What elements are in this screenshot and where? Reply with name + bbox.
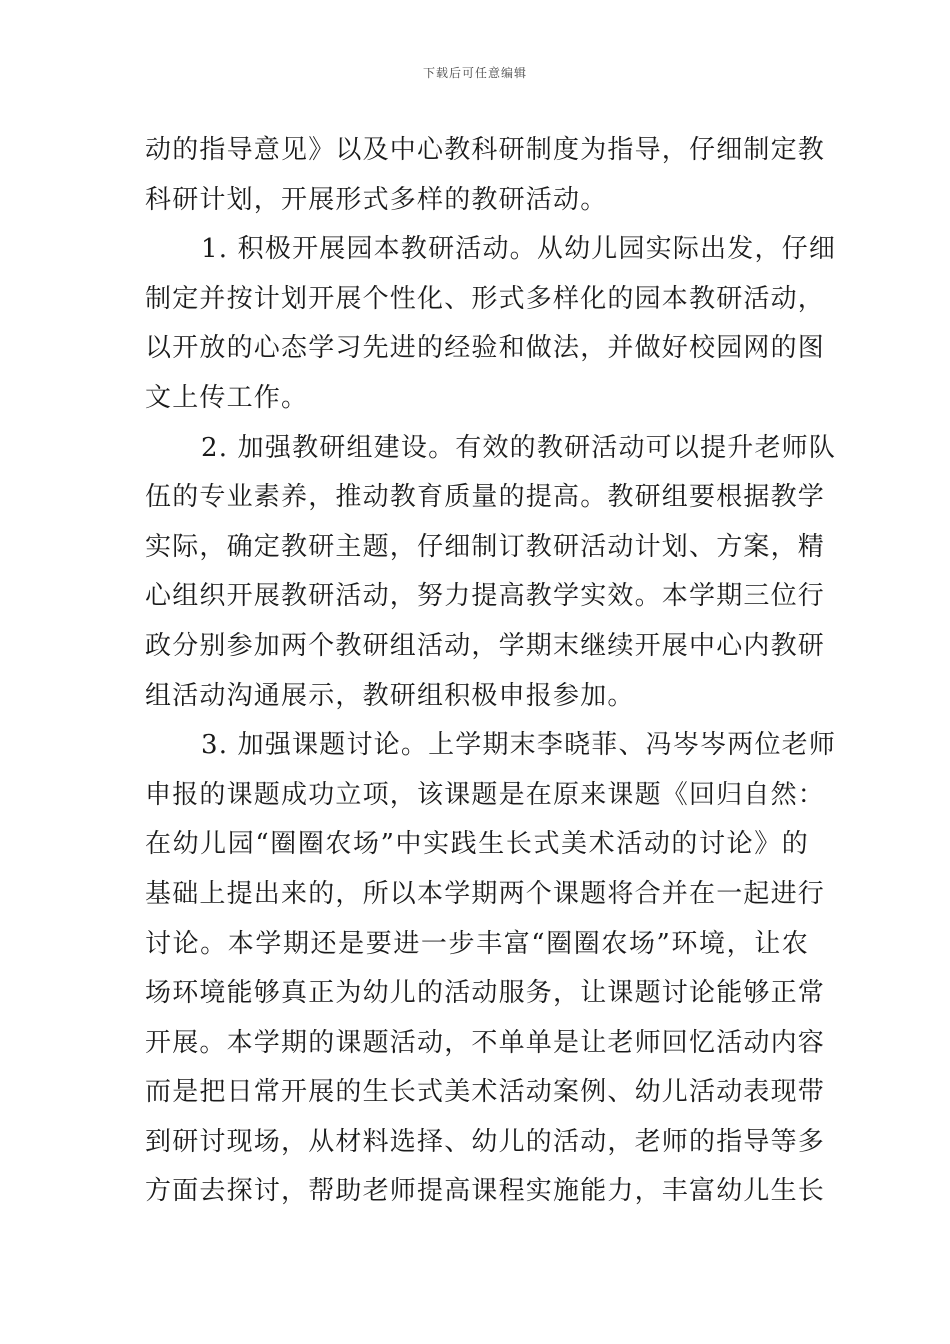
text-line: 3. 加强课题讨论。上学期末李晓菲、冯岑岑两位老师 — [201, 730, 837, 761]
text-line: 组活动沟通展示，教研组积极申报参加。 — [145, 680, 635, 711]
text-line: 1. 积极开展园本教研活动。从幼儿园实际出发，仔细 — [201, 234, 837, 265]
text-line: 而是把日常开展的生长式美术活动案例、幼儿活动表现带 — [145, 1077, 826, 1108]
text-line: 政分别参加两个教研组活动，学期末继续开展中心内教研 — [145, 630, 826, 661]
text-line: 文上传工作。 — [145, 382, 309, 413]
text-line: 科研计划，开展形式多样的教研活动。 — [145, 184, 608, 215]
text-line: 实际，确定教研主题，仔细制订教研活动计划、方案，精 — [145, 531, 826, 562]
text-line: 伍的专业素养，推动教育质量的提高。教研组要根据教学 — [145, 482, 826, 513]
text-line: 以开放的心态学习先进的经验和做法，并做好校园网的图 — [145, 333, 826, 364]
text-line: 动的指导意见》以及中心教科研制度为指导，仔细制定教 — [145, 135, 826, 165]
text-line: 开展。本学期的课题活动，不单单是让老师回忆活动内容 — [145, 1027, 826, 1058]
text-line: 2. 加强教研组建设。有效的教研活动可以提升老师队 — [201, 432, 837, 463]
text-line: 心组织开展教研活动，努力提高教学实效。本学期三位行 — [145, 581, 826, 612]
text-line: 方面去探讨，帮助老师提高课程实施能力，丰富幼儿生长 — [145, 1176, 826, 1207]
text-line: 申报的课题成功立项，该课题是在原来课题《回归自然： — [145, 779, 826, 810]
text-line: 在幼儿园“圈圈农场”中实践生长式美术活动的讨论》的 — [145, 829, 809, 860]
text-line: 制定并按计划开展个性化、形式多样化的园本教研活动， — [145, 283, 826, 314]
text-line: 到研讨现场，从材料选择、幼儿的活动，老师的指导等多 — [145, 1126, 826, 1157]
text-line: 讨论。本学期还是要进一步丰富“圈圈农场”环境，让农 — [145, 928, 809, 959]
text-line: 基础上提出来的，所以本学期两个课题将合并在一起进行 — [145, 878, 826, 909]
body-text — [145, 126, 837, 1217]
page-header: 下载后可任意编辑 — [422, 66, 527, 80]
text-line: 场环境能够真正为幼儿的活动服务，让课题讨论能够正常 — [145, 978, 826, 1009]
